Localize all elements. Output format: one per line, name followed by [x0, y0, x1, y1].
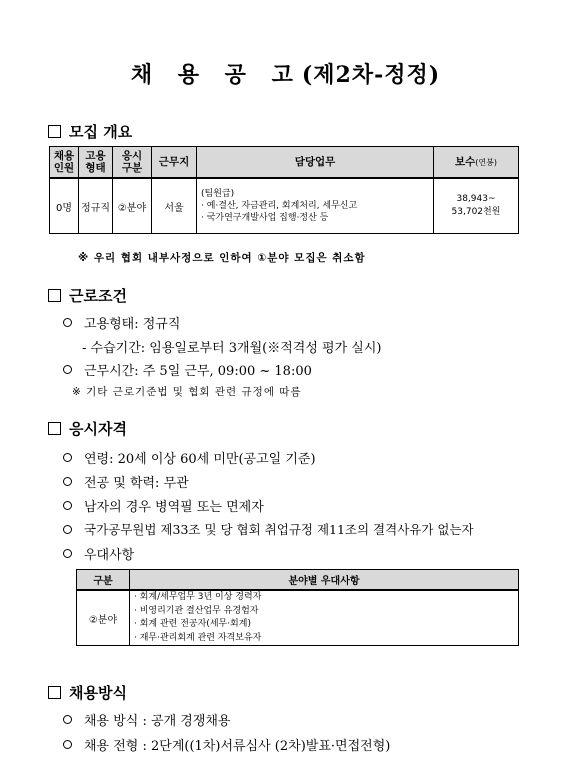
method-type: 채용 방식 : 공개 경쟁채용: [63, 710, 231, 729]
cell-area: ②분야: [77, 590, 130, 646]
cell-apply-area: ②분야: [113, 178, 152, 234]
section-conditions-label: 근로조건: [69, 287, 127, 305]
method-process: 채용 전형 : 2단계((1차)서류심사 (2차)발표·면접전형): [63, 735, 390, 754]
header-apply-area: 응시 구분: [113, 147, 152, 179]
circle-bullet-icon: [63, 365, 72, 374]
header-employment-type: 고용 형태: [79, 147, 113, 179]
cell-pay: 38,943~ 53,702천원: [434, 178, 519, 234]
preference-table: [76, 569, 519, 646]
table-row: [77, 590, 519, 646]
cell-employment-type: 정규직: [79, 178, 113, 234]
preference-table-header-row: [77, 570, 519, 591]
checkbox-square-icon: [48, 686, 61, 699]
cell-duties: (팀원급) · 예·결산, 자금관리, 회계처리, 세무신고 · 국가연구개발사업 집행·정산 등: [197, 178, 434, 234]
title-main: 채 용 공 고: [130, 62, 302, 88]
circle-bullet-icon: [63, 501, 72, 510]
overview-table-header-row: [50, 147, 519, 179]
cell-location: 서울: [152, 178, 197, 234]
condition-employment-type: 고용형태: 정규직: [63, 313, 180, 332]
condition-probation: - 수습기간: 임용일로부터 3개월(※적격성 평가 실시): [82, 341, 382, 356]
circle-bullet-icon: [63, 318, 72, 327]
condition-work-hours: 근무시간: 주 5일 근무, 09:00 ~ 18:00: [63, 360, 312, 379]
circle-bullet-icon: [63, 525, 72, 534]
section-method-heading: [48, 682, 127, 703]
checkbox-square-icon: [48, 125, 61, 138]
cell-preferences: · 회계/세무업무 3년 이상 경력자 · 비영리기관 결산업무 유경험자 · 회계 관련 전공자(세무·회계) · 재무·관리회계 관련 자격보유자: [130, 590, 519, 646]
section-qualifications-heading: [48, 418, 127, 439]
section-method-label: 채용방식: [69, 684, 127, 702]
circle-bullet-icon: [63, 453, 72, 462]
circle-bullet-icon: [63, 715, 72, 724]
cancellation-notice: ※ 우리 협회 내부사정으로 인하여 ①분야 모집은 취소함: [78, 252, 366, 264]
header-pay: 보수(연봉): [434, 147, 519, 179]
section-qualifications-label: 응시자격: [69, 420, 127, 438]
circle-bullet-icon: [63, 477, 72, 486]
list-item: 연령: 20세 이상 60세 미만(공고일 기준): [63, 448, 316, 467]
list-item: 국가공무원법 제33조 및 당 협회 취업규정 제11조의 결격사유가 없는자: [63, 520, 474, 538]
checkbox-square-icon: [48, 422, 61, 435]
section-overview-label: 모집 개요: [69, 123, 133, 141]
section-conditions-heading: [48, 285, 127, 306]
checkbox-square-icon: [48, 289, 61, 302]
list-item: 남자의 경우 병역필 또는 면제자: [63, 496, 264, 515]
header-location: 근무지: [152, 147, 197, 179]
table-row: [50, 178, 519, 234]
overview-table: [49, 146, 519, 234]
circle-bullet-icon: [63, 549, 72, 558]
circle-bullet-icon: [63, 740, 72, 749]
cell-headcount: 0명: [50, 178, 79, 234]
header-duties: 담당업무: [197, 147, 434, 179]
header-headcount: 채용 인원: [50, 147, 79, 179]
header-area: 구분: [77, 570, 130, 591]
section-overview-heading: [48, 121, 132, 142]
title-suffix: (제2차-정정): [301, 62, 441, 88]
list-item: 우대사항: [63, 544, 134, 563]
condition-note: ※ 기타 근로기준법 및 협회 관련 규정에 따름: [72, 386, 302, 398]
page-title: [0, 58, 571, 89]
list-item: 전공 및 학력: 무관: [63, 472, 189, 491]
header-preferences: 분야별 우대사항: [130, 570, 519, 591]
